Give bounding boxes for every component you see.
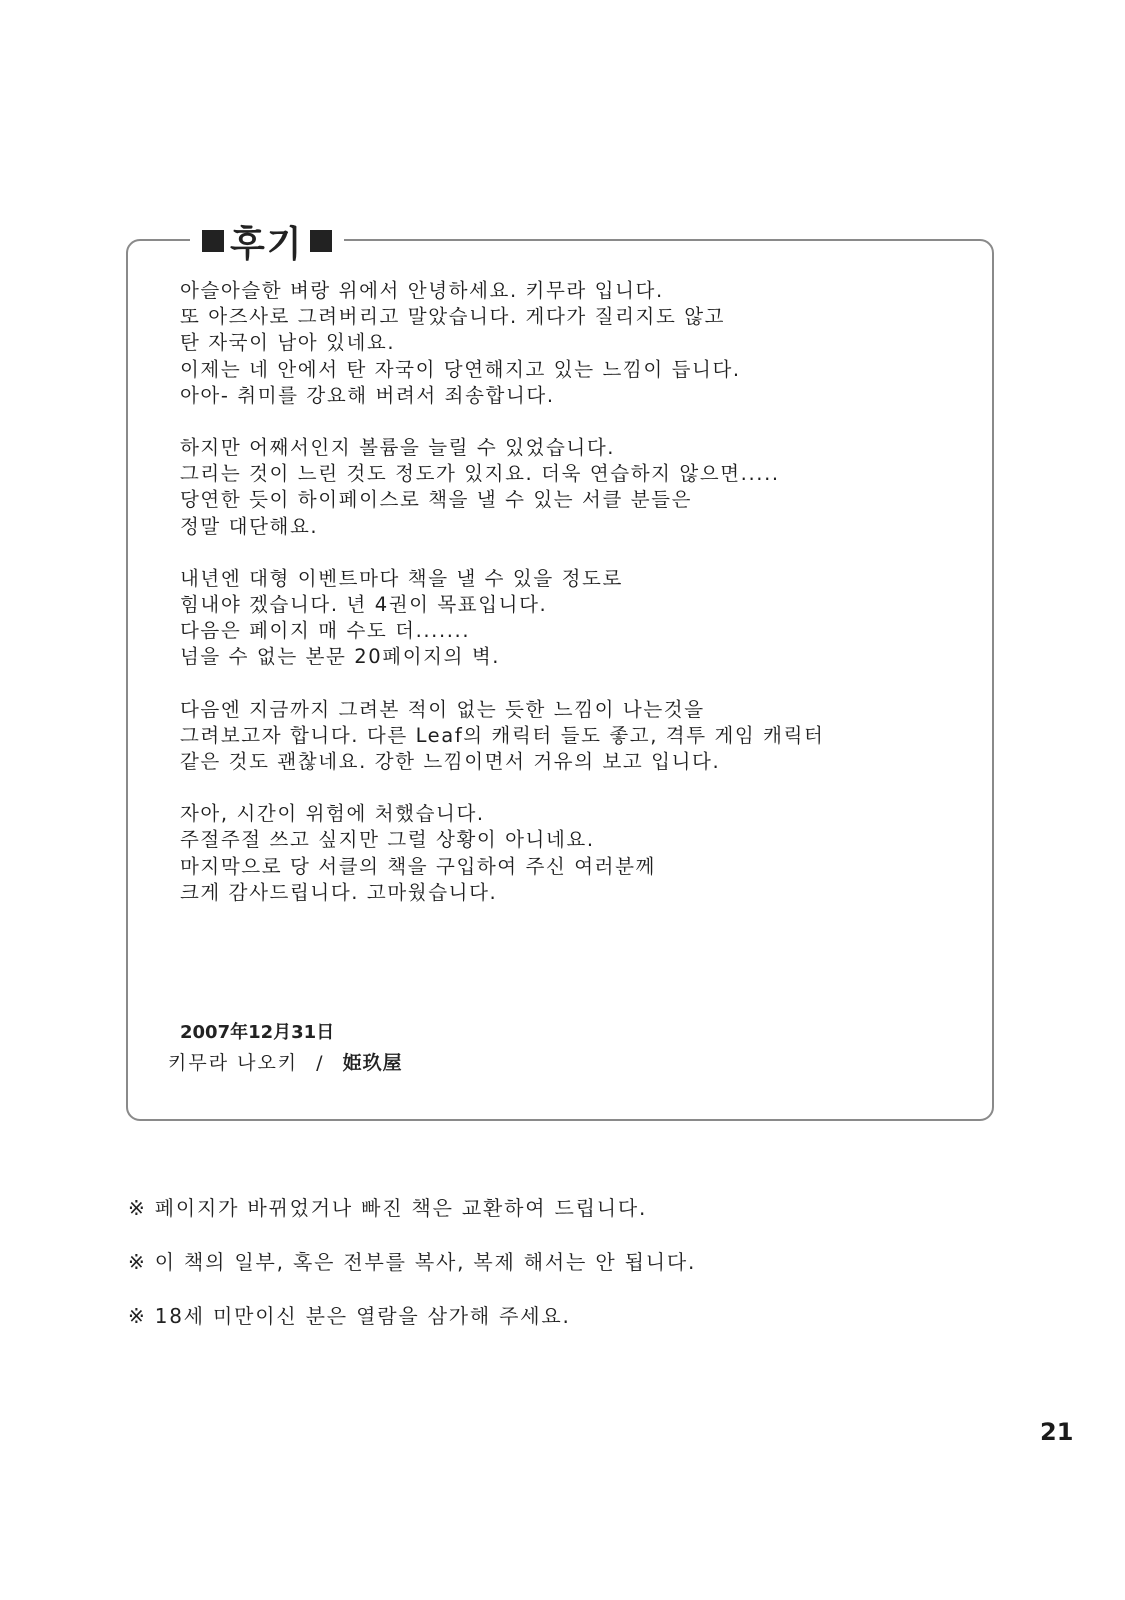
author-name: 키무라 나오키 (168, 1052, 299, 1074)
text-line: 아아- 취미를 강요해 버려서 죄송합니다. (180, 383, 555, 407)
signature (168, 1048, 403, 1075)
notices (128, 1192, 696, 1354)
notice-line: ※ 이 책의 일부, 혹은 전부를 복사, 복제 해서는 안 됩니다. (128, 1250, 697, 1274)
paragraph (180, 435, 940, 540)
text-line: 넘을 수 없는 본문 20페이지의 벽. (180, 645, 501, 669)
paragraph (180, 697, 940, 776)
text-line: 크게 감사드립니다. 고마웠습니다. (180, 880, 498, 904)
notice-line: ※ 페이지가 바뀌었거나 빠진 책은 교환하여 드립니다. (128, 1196, 648, 1220)
text-line: 정말 대단해요. (180, 514, 319, 538)
text-line: 탄 자국이 남아 있네요. (180, 331, 396, 355)
date: 2007年12月31日 (180, 1022, 335, 1043)
separator: / (316, 1052, 325, 1074)
text-line: 다음엔 지금까지 그려본 적이 없는 듯한 느낌이 나는것을 (180, 697, 705, 721)
text-line: 주절주절 쓰고 싶지만 그럴 상황이 아니네요. (180, 828, 595, 852)
text-line: 다음은 페이지 매 수도 더....... (180, 619, 471, 643)
square-bullet-icon (202, 230, 224, 252)
afterword-title-text: 후기 (230, 223, 304, 265)
notice-line: ※ 18세 미만이신 분은 열람을 삼가해 주세요. (128, 1304, 571, 1328)
paragraph (180, 566, 940, 671)
paragraph (180, 801, 940, 906)
text-line: 내년엔 대형 이벤트마다 책을 낼 수 있을 정도로 (180, 566, 623, 590)
text-line: 이제는 네 안에서 탄 자국이 당연해지고 있는 느낌이 듭니다. (180, 357, 741, 381)
circle-name: 姫玖屋 (342, 1052, 403, 1074)
text-line: 그리는 것이 느린 것도 정도가 있지요. 더욱 연습하지 않으면..... (180, 462, 780, 486)
text-line: 마지막으로 당 서클의 책을 구입하여 주신 여러분께 (180, 854, 656, 878)
text-line: 힘내야 겠습니다. 년 4권이 목표입니다. (180, 593, 548, 617)
text-line: 하지만 어째서인지 볼륨을 늘릴 수 있었습니다. (180, 436, 616, 460)
text-line: 자아, 시간이 위험에 처했습니다. (180, 802, 485, 826)
text-line: 같은 것도 괜찮네요. 강한 느낌이면서 거유의 보고 입니다. (180, 750, 721, 774)
afterword-title (190, 218, 344, 264)
paragraph (180, 278, 940, 409)
afterword-body (180, 278, 940, 932)
text-line: 그려보고자 합니다. 다른 Leaf의 캐릭터 들도 좋고, 격투 게임 캐릭터 (180, 723, 825, 747)
square-bullet-icon (310, 230, 332, 252)
page-number: 21 (1040, 1418, 1074, 1446)
text-line: 또 아즈사로 그려버리고 말았습니다. 게다가 질리지도 않고 (180, 305, 726, 329)
text-line: 아슬아슬한 벼랑 위에서 안녕하세요. 키무라 입니다. (180, 279, 664, 302)
text-line: 당연한 듯이 하이페이스로 책을 낼 수 있는 서클 분들은 (180, 488, 693, 512)
